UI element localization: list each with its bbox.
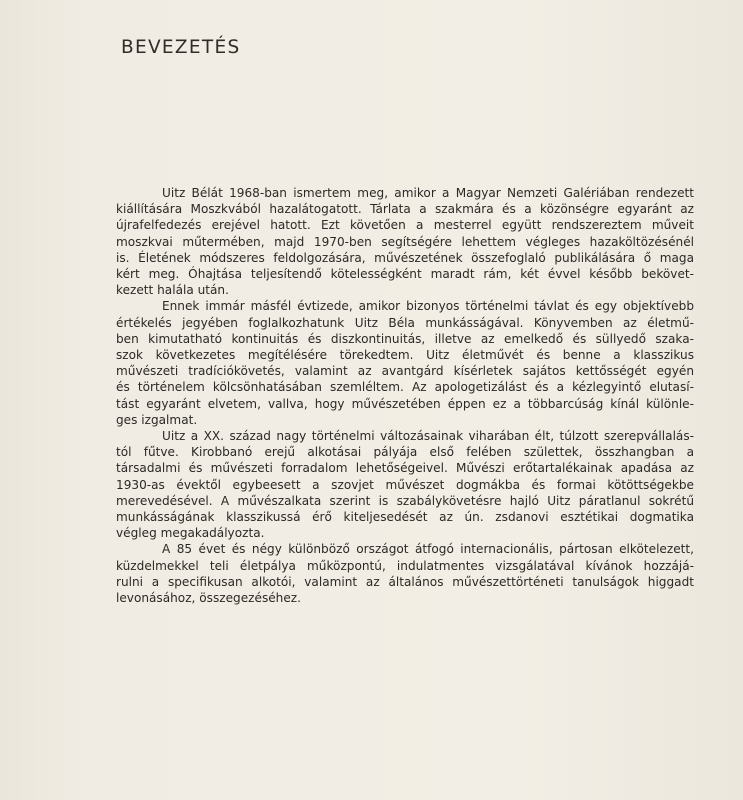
text-line: kért meg. Óhajtása teljesítendő kötelességként maradt rám, két évvel később bekövet-	[116, 267, 694, 282]
text-line: moszkvai műtermében, majd 1970-ben segítségére lehettem végleges hazaköltözésénél	[116, 234, 694, 249]
text-line: Uitz a XX. század nagy történelmi változásainak viharában élt, túlzott szerepvállalás-	[162, 429, 694, 444]
text-line: értékelés jegyében foglalkozhatunk Uitz Béla munkásságával. Könyvemben az életmű-	[116, 315, 694, 330]
text-line: kezett halála után.	[116, 283, 229, 298]
paragraph	[116, 185, 694, 298]
text-line: kiállítására Moszkvából hazalátogatott. Tárlata a szakmára és a közönségre egyaránt az	[116, 202, 694, 217]
text-line: A 85 évet és négy különböző országot átfogó internacionális, pártosan elkötelezett,	[162, 542, 694, 557]
text-line: merevedésével. A művészalkata szerint is szabálykövetésre hajló Uitz páratlanul sokrétű	[116, 493, 694, 508]
text-line: tást egyaránt elvetem, vallva, hogy művészetében éppen ez a többarcúság kínál különle-	[116, 396, 694, 411]
section-heading: BEVEZETÉS	[121, 37, 241, 58]
text-line: Uitz Bélát 1968-ban ismertem meg, amikor a Magyar Nemzeti Galériában rendezett	[162, 186, 694, 200]
paragraph	[116, 541, 694, 606]
text-line: szok következetes megítélésére törekedtem. Uitz életművét és benne a klasszikus	[116, 348, 694, 363]
text-line: is. Életének módszeres feldolgozására, művészetének összefoglaló publikálására ő maga	[116, 250, 694, 265]
text-line: 1930-as évektől egybeesett a szovjet művészet dogmákba és formai kötöttségekbe	[116, 477, 694, 492]
text-line: művészeti tradíciókövetés, valamint az avantgárd kísérletek sajátos kettősségét egyén	[116, 364, 694, 379]
paragraph	[116, 298, 694, 428]
text-line: ges izgalmat.	[116, 412, 198, 427]
text-line: rulni a specifikusan alkotói, valamint az általános művészettörténeti tanulságok higgadt	[116, 574, 694, 589]
text-line: társadalmi és művészeti forradalom lehetőségeivel. Művészi erőtartalékainak apadása az	[116, 461, 694, 476]
text-line: ben kimutatható kontinuitás és diszkontinuitás, illetve az emelkedő és süllyedő szaka-	[116, 331, 694, 346]
text-line: újrafelfedezés erejével hatott. Ezt követően a mesterrel együtt rendszereztem műveit	[116, 218, 694, 233]
text-line: Ennek immár másfél évtizede, amikor bizonyos történelmi távlat és egy objektívebb	[162, 299, 694, 314]
body-text	[116, 185, 694, 606]
text-line: levonásához, összegezéséhez.	[116, 591, 301, 606]
text-line: végleg megakadályozta.	[116, 526, 265, 541]
text-line: küzdelmekkel teli életpálya műközpontú, indulatmentes vizsgálatával kívánok hozzájá-	[116, 558, 694, 573]
text-line: és történelem kölcsönhatásában szemléltem. Az apologetizálást és a kézlegyintő elutasí-	[116, 380, 694, 395]
text-line: munkásságának klasszikussá érő kiteljesedését az ún. zsdanovi esztétikai dogmatika	[116, 510, 694, 525]
paragraph	[116, 428, 694, 541]
text-line: tól fűtve. Kirobbanó erejű alkotásai pályája első felében születtek, összhangban a	[116, 445, 694, 460]
